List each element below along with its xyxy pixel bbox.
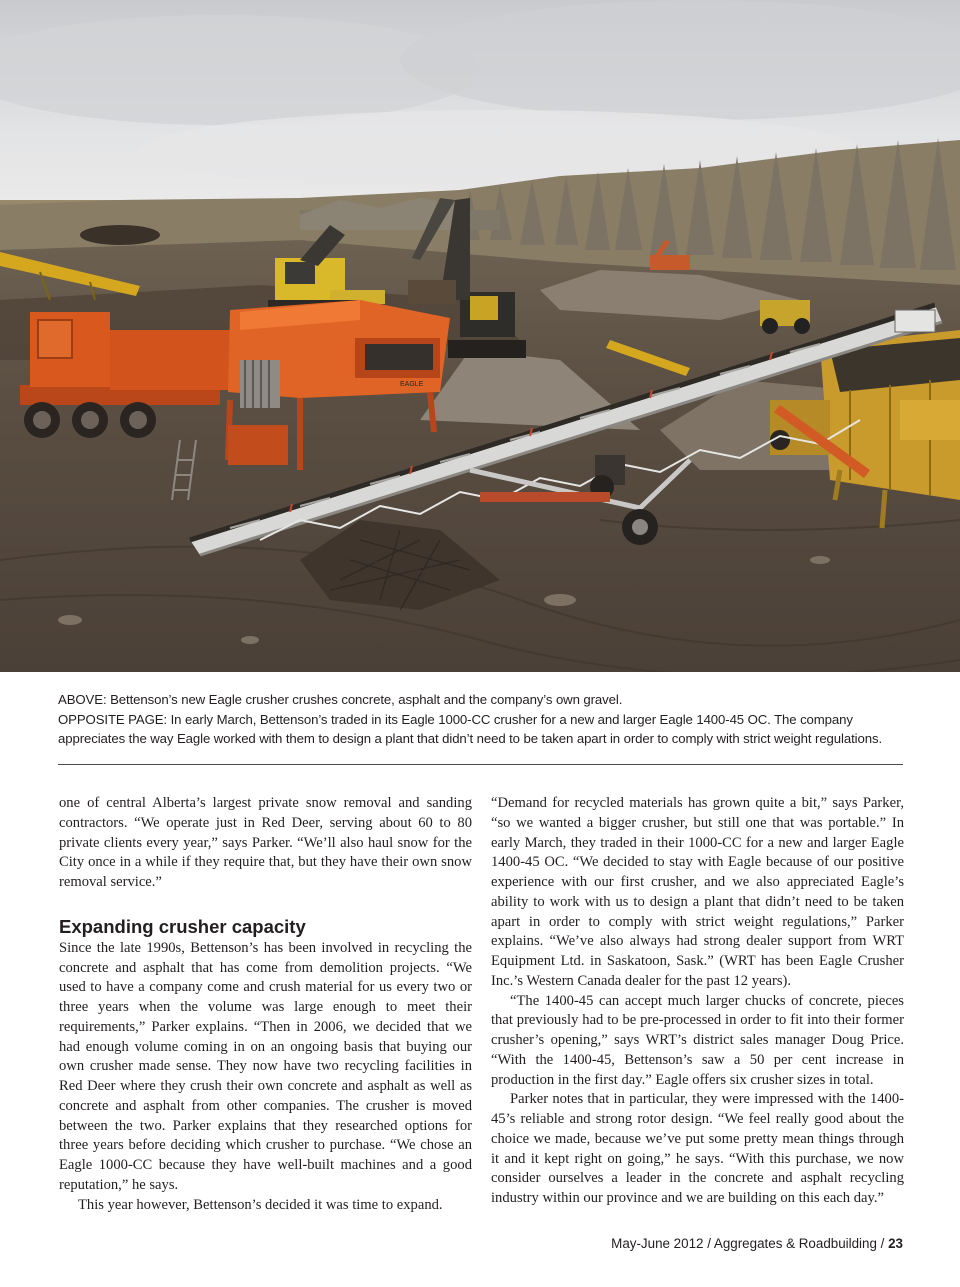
photo-caption (58, 690, 908, 749)
caption-above: ABOVE: Bettenson’s new Eagle crusher crushes concrete, asphalt and the company’s own gravel. (58, 692, 623, 707)
paragraph: This year however, Bettenson’s decided it was time to expand. (78, 1196, 443, 1213)
paragraph: Since the late 1990s, Bettenson’s has been involved in recycling the concrete and asphalt that has come from demolition projects. “We used to have a company come and crush material for us every two or three years when the volume was large enough to meet their requirements,” Parker explains. “Then in 2006, we decided that we had enough volume coming in on an ongoing basis that buying our own crusher made sense. They now have two recycling facilities in Red Deer where they crush their own concrete and asphalt as well as concrete and asphalt from other companies. The crusher is moved between the two. Parker explains that they researched options for three years before deciding which crusher to purchase. “We chose an Eagle 1000-CC because they have well-built machines and a good reputation,” he says. (59, 939, 472, 1193)
caption-divider (58, 764, 903, 765)
article-column-right (491, 794, 904, 1209)
article-column-left (59, 794, 472, 1215)
svg-text:EAGLE: EAGLE (400, 381, 424, 388)
section-heading: Expanding crusher capacity (59, 915, 306, 937)
caption-opposite-page: OPPOSITE PAGE: In early March, Bettenson’s traded in its Eagle 1000-CC crusher for a new and larger Eagle 1400-45 OC. The company appreciates the way Eagle worked with them to design a plant that didn’t need to be taken apart in order to comply with strict weight regulations. (58, 711, 883, 746)
footer-issue: May-June 2012 / Aggregates & Roadbuilding / (611, 1236, 889, 1251)
paragraph: “The 1400-45 can accept much larger chucks of concrete, pieces that previously had to be pre-processed in order to fit into their former crusher’s opening,” says WRT’s district sales manager Doug Price. “With the 1400-45, Bettenson’s saw a 50 per cent increase in production in the first day.” Eagle offers six crusher sizes in total. (491, 992, 904, 1088)
page-footer (611, 1236, 903, 1251)
paragraph: “Demand for recycled materials has grown quite a bit,” says Parker, “so we wanted a bigger crusher, but still one that was portable.” In early March, they traded in their 1000-CC for a new and larger Eagle 1400-45 OC. “We decided to stay with Eagle because of our positive experience with our first crusher, and we also appreciated Eagle’s ability to work with us to design a plant that didn’t need to be taken apart in order to comply with strict weight regulations,” Parker explains. “We’ve also always had strong dealer support from WRT Equipment Ltd. in Saskatoon, Sask.” (WRT has been Eagle Crusher Inc.’s Western Canada dealer for the past 12 years). (491, 795, 904, 989)
paragraph: one of central Alberta’s largest private snow removal and sanding contractors. “We operate just in Red Deer, serving about 60 to 80 private clients every year,” says Parker. “We’ll also haul snow for the City once in a while if they require that, but they have their own snow removal service.” (59, 795, 472, 890)
page-number: 23 (888, 1236, 903, 1251)
paragraph: Parker notes that in particular, they were impressed with the 1400-45’s reliable and strong rotor design. “We feel really good about the choice we made, because we’ve put some pretty mean things through it and it kept right on going,” he says. “With this purchase, we now consider ourselves a leader in the concrete and asphalt recycling industry within our province and we are building on this each day.” (491, 1091, 904, 1206)
